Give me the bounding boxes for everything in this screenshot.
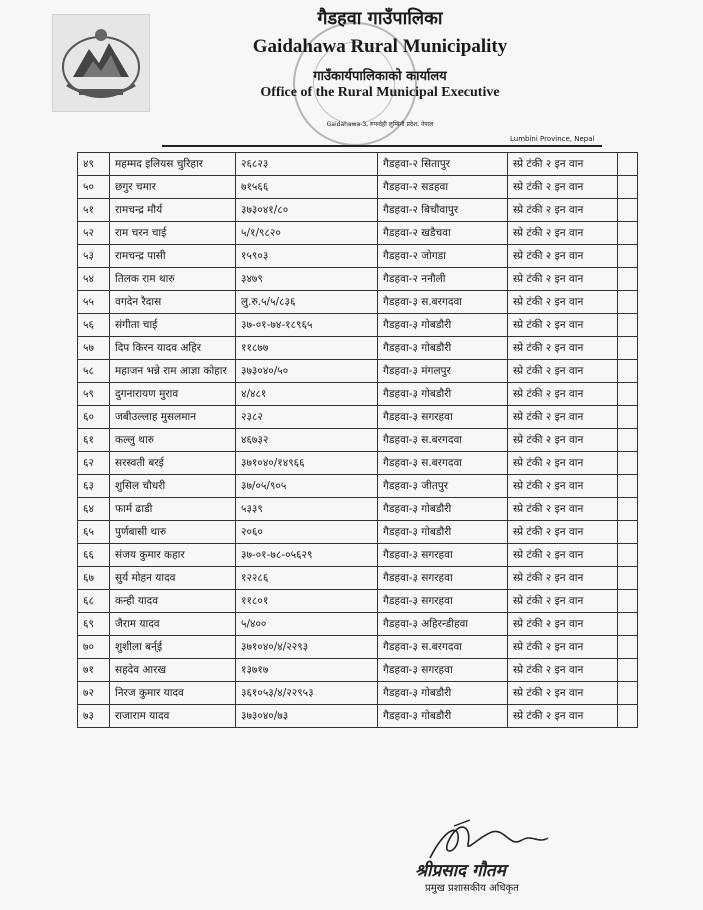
serial-number-cell: ५६ bbox=[78, 314, 110, 337]
nepal-emblem-icon bbox=[52, 14, 150, 112]
remarks-cell bbox=[618, 659, 638, 682]
beneficiary-name-cell: सुर्य मोहन यादव bbox=[110, 567, 236, 590]
table-row bbox=[78, 705, 638, 728]
distributed-item-cell: स्प्रे टंकी २ इन वान bbox=[508, 590, 618, 613]
table-row bbox=[78, 613, 638, 636]
distributed-item-cell: स्प्रे टंकी २ इन वान bbox=[508, 406, 618, 429]
distributed-item-cell: स्प्रे टंकी २ इन वान bbox=[508, 544, 618, 567]
signatory-title: प्रमुख प्रशासकीय अधिकृत bbox=[425, 883, 519, 894]
serial-number-cell: ५४ bbox=[78, 268, 110, 291]
serial-number-cell: ६८ bbox=[78, 590, 110, 613]
table-row bbox=[78, 199, 638, 222]
citizenship-number-cell: ५/१/९८२० bbox=[236, 222, 378, 245]
distributed-item-cell: स्प्रे टंकी २ इन वान bbox=[508, 567, 618, 590]
address-cell: गैडहवा-२ सितापुर bbox=[378, 153, 508, 176]
serial-number-cell: ६३ bbox=[78, 475, 110, 498]
remarks-cell bbox=[618, 636, 638, 659]
serial-number-cell: ५८ bbox=[78, 360, 110, 383]
address-cell: गैडहवा-३ सगरहवा bbox=[378, 567, 508, 590]
address-cell: गैडहवा-३ गोबडौरी bbox=[378, 705, 508, 728]
table-row bbox=[78, 153, 638, 176]
citizenship-number-cell: ७१५६६ bbox=[236, 176, 378, 199]
citizenship-number-cell: लु.रु.५/५/८३६ bbox=[236, 291, 378, 314]
table-row bbox=[78, 475, 638, 498]
serial-number-cell: ५२ bbox=[78, 222, 110, 245]
office-address: Gaidahawa-3, रुपन्देही लुम्बिनी प्रदेश, नेपाल bbox=[326, 121, 434, 128]
beneficiary-name-cell: तिलक राम थारु bbox=[110, 268, 236, 291]
serial-number-cell: ६५ bbox=[78, 521, 110, 544]
serial-number-cell: ५५ bbox=[78, 291, 110, 314]
table-row bbox=[78, 521, 638, 544]
remarks-cell bbox=[618, 452, 638, 475]
table-row bbox=[78, 176, 638, 199]
distributed-item-cell: स्प्रे टंकी २ इन वान bbox=[508, 452, 618, 475]
table-row bbox=[78, 360, 638, 383]
remarks-cell bbox=[618, 153, 638, 176]
distributed-item-cell: स्प्रे टंकी २ इन वान bbox=[508, 360, 618, 383]
signatory-name: श्रीप्रसाद गौतम bbox=[415, 861, 506, 881]
beneficiary-name-cell: दिप किरन यादव अहिर bbox=[110, 337, 236, 360]
remarks-cell bbox=[618, 544, 638, 567]
beneficiary-name-cell: फार्म ढाडी bbox=[110, 498, 236, 521]
distributed-item-cell: स्प्रे टंकी २ इन वान bbox=[508, 153, 618, 176]
citizenship-number-cell: ३६१०५३/४/२२९५३ bbox=[236, 682, 378, 705]
table-row bbox=[78, 590, 638, 613]
remarks-cell bbox=[618, 590, 638, 613]
address-cell: गैडहवा-३ स.बरगदवा bbox=[378, 291, 508, 314]
beneficiary-name-cell: सहदेव आरख bbox=[110, 659, 236, 682]
distributed-item-cell: स्प्रे टंकी २ इन वान bbox=[508, 291, 618, 314]
remarks-cell bbox=[618, 429, 638, 452]
citizenship-number-cell: ५/४०० bbox=[236, 613, 378, 636]
address-cell: गैडहवा-३ सगरहवा bbox=[378, 406, 508, 429]
address-cell: गैडहवा-३ सगरहवा bbox=[378, 590, 508, 613]
citizenship-number-cell: ३४७९ bbox=[236, 268, 378, 291]
table-row bbox=[78, 452, 638, 475]
beneficiary-name-cell: पुर्णबासी थारु bbox=[110, 521, 236, 544]
citizenship-number-cell: २६८२३ bbox=[236, 153, 378, 176]
beneficiary-name-cell: जबीउल्लाह मुसलमान bbox=[110, 406, 236, 429]
citizenship-number-cell: ३७३०४०/५० bbox=[236, 360, 378, 383]
distributed-item-cell: स्प्रे टंकी २ इन वान bbox=[508, 521, 618, 544]
distributed-item-cell: स्प्रे टंकी २ इन वान bbox=[508, 222, 618, 245]
citizenship-number-cell: ३७-०१-७८-०५६२९ bbox=[236, 544, 378, 567]
address-cell: गैडहवा-३ गोबडौरी bbox=[378, 682, 508, 705]
signature-scribble bbox=[410, 818, 560, 863]
address-cell: गैडहवा-३ गोबडौरी bbox=[378, 498, 508, 521]
beneficiary-name-cell: राम चरन चाई bbox=[110, 222, 236, 245]
serial-number-cell: ६१ bbox=[78, 429, 110, 452]
beneficiary-name-cell: निरज कुमार यादव bbox=[110, 682, 236, 705]
serial-number-cell: ७२ bbox=[78, 682, 110, 705]
table-row bbox=[78, 291, 638, 314]
citizenship-number-cell: ११८०१ bbox=[236, 590, 378, 613]
distributed-item-cell: स्प्रे टंकी २ इन वान bbox=[508, 337, 618, 360]
remarks-cell bbox=[618, 406, 638, 429]
serial-number-cell: ६० bbox=[78, 406, 110, 429]
serial-number-cell: ४९ bbox=[78, 153, 110, 176]
serial-number-cell: ५१ bbox=[78, 199, 110, 222]
header-divider bbox=[162, 145, 602, 147]
province-label: Lumbini Province, Nepal bbox=[510, 135, 595, 143]
citizenship-number-cell: ३७-०१-७४-१८९६५ bbox=[236, 314, 378, 337]
table-row bbox=[78, 383, 638, 406]
municipality-title-nepali: गैडहवा गाउँपालिका bbox=[317, 8, 443, 29]
address-cell: गैडहवा-३ गोबडौरी bbox=[378, 383, 508, 406]
beneficiary-name-cell: महम्मद इलियस चुरिहार bbox=[110, 153, 236, 176]
office-title-english: Office of the Rural Municipal Executive bbox=[260, 85, 500, 100]
address-cell: गैडहवा-३ स.बरगदवा bbox=[378, 636, 508, 659]
distributed-item-cell: स्प्रे टंकी २ इन वान bbox=[508, 705, 618, 728]
beneficiary-table-body bbox=[78, 153, 638, 728]
beneficiary-name-cell: वगदेन रैदास bbox=[110, 291, 236, 314]
remarks-cell bbox=[618, 498, 638, 521]
address-cell: गैडहवा-२ ननौली bbox=[378, 268, 508, 291]
distributed-item-cell: स्प्रे टंकी २ इन वान bbox=[508, 475, 618, 498]
serial-number-cell: ६६ bbox=[78, 544, 110, 567]
table-row bbox=[78, 429, 638, 452]
citizenship-number-cell: ४६७३२ bbox=[236, 429, 378, 452]
citizenship-number-cell: २०६० bbox=[236, 521, 378, 544]
serial-number-cell: ७० bbox=[78, 636, 110, 659]
address-cell: गैडहवा-२ खडैचवा bbox=[378, 222, 508, 245]
citizenship-number-cell: १२२८६ bbox=[236, 567, 378, 590]
distributed-item-cell: स्प्रे टंकी २ इन वान bbox=[508, 199, 618, 222]
remarks-cell bbox=[618, 337, 638, 360]
distributed-item-cell: स्प्रे टंकी २ इन वान bbox=[508, 314, 618, 337]
remarks-cell bbox=[618, 268, 638, 291]
serial-number-cell: ५७ bbox=[78, 337, 110, 360]
citizenship-number-cell: ३७३०४०/७३ bbox=[236, 705, 378, 728]
remarks-cell bbox=[618, 360, 638, 383]
table-row bbox=[78, 222, 638, 245]
remarks-cell bbox=[618, 291, 638, 314]
citizenship-number-cell: ४/४८१ bbox=[236, 383, 378, 406]
citizenship-number-cell: १३७१७ bbox=[236, 659, 378, 682]
citizenship-number-cell: १५९०३ bbox=[236, 245, 378, 268]
address-cell: गैडहवा-३ अहिरन्डीहवा bbox=[378, 613, 508, 636]
beneficiary-name-cell: रामचन्द्र पासी bbox=[110, 245, 236, 268]
remarks-cell bbox=[618, 705, 638, 728]
table-row bbox=[78, 245, 638, 268]
beneficiary-name-cell: शुशीला बर्न्ई bbox=[110, 636, 236, 659]
address-cell: गैडहवा-३ गोबडौरी bbox=[378, 521, 508, 544]
table-row bbox=[78, 682, 638, 705]
citizenship-number-cell: ३७/०५/९०५ bbox=[236, 475, 378, 498]
distributed-item-cell: स्प्रे टंकी २ इन वान bbox=[508, 498, 618, 521]
distributed-item-cell: स्प्रे टंकी २ इन वान bbox=[508, 176, 618, 199]
remarks-cell bbox=[618, 475, 638, 498]
address-cell: गैडहवा-३ गोबडौरी bbox=[378, 314, 508, 337]
letterhead bbox=[0, 0, 703, 150]
remarks-cell bbox=[618, 521, 638, 544]
remarks-cell bbox=[618, 314, 638, 337]
remarks-cell bbox=[618, 199, 638, 222]
distributed-item-cell: स्प्रे टंकी २ इन वान bbox=[508, 613, 618, 636]
serial-number-cell: ५९ bbox=[78, 383, 110, 406]
beneficiary-name-cell: कन्ही यादव bbox=[110, 590, 236, 613]
citizenship-number-cell: ५३३९ bbox=[236, 498, 378, 521]
remarks-cell bbox=[618, 222, 638, 245]
address-cell: गैडहवा-३ स.बरगदवा bbox=[378, 429, 508, 452]
distributed-item-cell: स्प्रे टंकी २ इन वान bbox=[508, 636, 618, 659]
address-cell: गैडहवा-३ जीतपुर bbox=[378, 475, 508, 498]
beneficiary-name-cell: शुसिल चौधरी bbox=[110, 475, 236, 498]
serial-number-cell: ६२ bbox=[78, 452, 110, 475]
remarks-cell bbox=[618, 245, 638, 268]
beneficiary-name-cell: सरस्वती बरई bbox=[110, 452, 236, 475]
distributed-item-cell: स्प्रे टंकी २ इन वान bbox=[508, 682, 618, 705]
citizenship-number-cell: ३७३०४१/८० bbox=[236, 199, 378, 222]
address-cell: गैडहवा-२ जोगडा bbox=[378, 245, 508, 268]
beneficiary-table bbox=[77, 152, 638, 728]
beneficiary-name-cell: कल्लु थारु bbox=[110, 429, 236, 452]
citizenship-number-cell: ३७१०४०/१४९६६ bbox=[236, 452, 378, 475]
table-row bbox=[78, 659, 638, 682]
citizenship-number-cell: २३८२ bbox=[236, 406, 378, 429]
table-row bbox=[78, 268, 638, 291]
beneficiary-name-cell: रामचन्द्र मौर्य bbox=[110, 199, 236, 222]
office-title-nepali: गाउँकार्यपालिकाको कार्यालय bbox=[313, 69, 447, 84]
table-row bbox=[78, 498, 638, 521]
beneficiary-name-cell: संजय कुमार कहार bbox=[110, 544, 236, 567]
distributed-item-cell: स्प्रे टंकी २ इन वान bbox=[508, 429, 618, 452]
beneficiary-name-cell: राजाराम यादव bbox=[110, 705, 236, 728]
municipality-title-english: Gaidahawa Rural Municipality bbox=[252, 36, 508, 57]
distributed-item-cell: स्प्रे टंकी २ इन वान bbox=[508, 383, 618, 406]
address-cell: गैडहवा-३ मंगलपुर bbox=[378, 360, 508, 383]
table-row bbox=[78, 406, 638, 429]
remarks-cell bbox=[618, 567, 638, 590]
table-row bbox=[78, 567, 638, 590]
distributed-item-cell: स्प्रे टंकी २ इन वान bbox=[508, 268, 618, 291]
address-cell: गैडहवा-२ सडहवा bbox=[378, 176, 508, 199]
beneficiary-name-cell: महाजन भन्ने राम आज्ञा कोहार bbox=[110, 360, 236, 383]
address-cell: गैडहवा-२ बिचौवापुर bbox=[378, 199, 508, 222]
table-row bbox=[78, 337, 638, 360]
beneficiary-name-cell: संगीता चाई bbox=[110, 314, 236, 337]
remarks-cell bbox=[618, 176, 638, 199]
table-row bbox=[78, 636, 638, 659]
address-cell: गैडहवा-३ सगरहवा bbox=[378, 544, 508, 567]
serial-number-cell: ६७ bbox=[78, 567, 110, 590]
address-cell: गैडहवा-३ गोबडौरी bbox=[378, 337, 508, 360]
distributed-item-cell: स्प्रे टंकी २ इन वान bbox=[508, 245, 618, 268]
serial-number-cell: ५० bbox=[78, 176, 110, 199]
table-row bbox=[78, 314, 638, 337]
beneficiary-name-cell: छगुर चमार bbox=[110, 176, 236, 199]
serial-number-cell: ६९ bbox=[78, 613, 110, 636]
address-cell: गैडहवा-३ स.बरगदवा bbox=[378, 452, 508, 475]
address-cell: गैडहवा-३ सगरहवा bbox=[378, 659, 508, 682]
remarks-cell bbox=[618, 613, 638, 636]
serial-number-cell: ७१ bbox=[78, 659, 110, 682]
remarks-cell bbox=[618, 383, 638, 406]
serial-number-cell: ६४ bbox=[78, 498, 110, 521]
serial-number-cell: ५३ bbox=[78, 245, 110, 268]
beneficiary-name-cell: दुगनारायण मुराव bbox=[110, 383, 236, 406]
table-row bbox=[78, 544, 638, 567]
citizenship-number-cell: ११८७७ bbox=[236, 337, 378, 360]
remarks-cell bbox=[618, 682, 638, 705]
distributed-item-cell: स्प्रे टंकी २ इन वान bbox=[508, 659, 618, 682]
citizenship-number-cell: ३७१०४०/४/२२९३ bbox=[236, 636, 378, 659]
serial-number-cell: ७३ bbox=[78, 705, 110, 728]
beneficiary-name-cell: जैराम यादव bbox=[110, 613, 236, 636]
